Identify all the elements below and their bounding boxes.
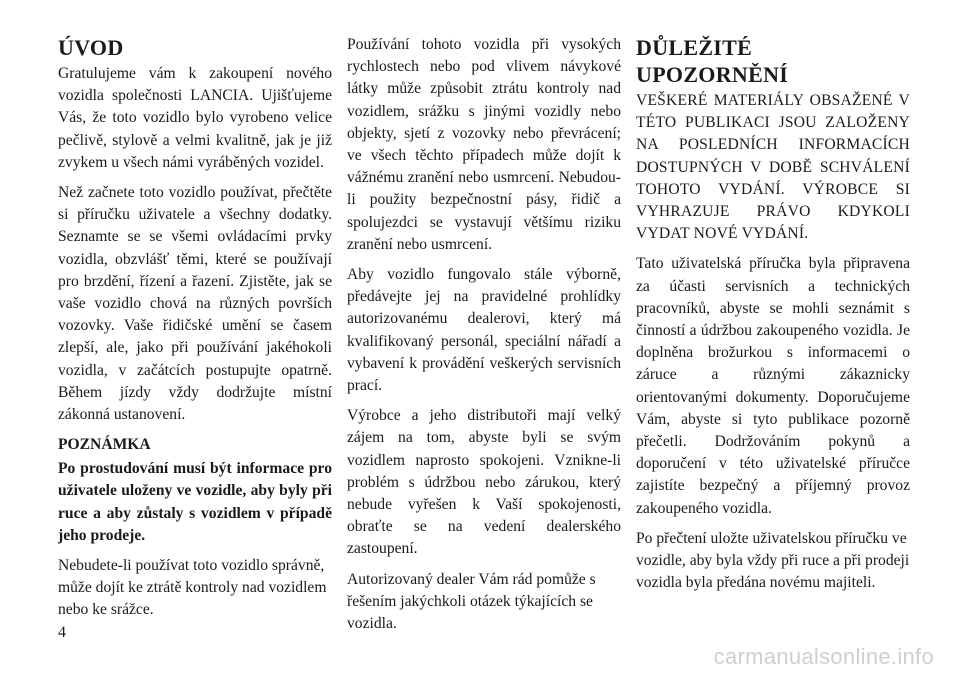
- paragraph: Používání tohoto vozidla při vysokých rychlostech nebo pod vlivem návykové látky může způsobit ztrátu kontroly nad vozidlem, srážku s jinými vozidly nebo objekty, sjetí z vozovky nebo převrácení; ve všech těchto případech může dojít k vážnému zranění nebo usmrcení. Nebudou-li použity bezpečnostní pásy, řidič a spolujezdci se vystavují většímu riziku zranění nebo usmrcení.: [347, 36, 621, 253]
- paragraph: Aby vozidlo fungovalo stále výborně, předávejte jej na pravidelné prohlídky autorizovanému dealerovi, který má kvalifikovaný personál, speciální nářadí a vybavení k provádění veškerých servisních prací.: [347, 266, 621, 395]
- section-heading-important: [636, 34, 910, 88]
- heading-line: UPOZORNĚNÍ: [636, 62, 789, 87]
- paragraph: Po přečtení uložte uživatelskou příručku ve vozidle, aby byla vždy při ruce a při prodeji vozidla byla předána novému majiteli.: [636, 529, 910, 592]
- note-heading: POZNÁMKA: [58, 436, 151, 454]
- column-middle: [347, 34, 621, 643]
- paragraph: Tato uživatelská příručka byla připravena za účasti servisních a technických pracovníků, abyste se mohli seznámit s činností a údržbou zakoupeného vozidla. Je doplněna brožurkou s informacemi o záruce a různými zákaznicky orientovanými dokumenty. Doporučujeme Vám, abyste si tyto publikace pozorně přečetli. Dodržováním pokynů a doporučení v této uživatelské příručce zajistíte bezpečný a příjemný provoz zakoupeného vozidla.: [636, 255, 910, 517]
- caps-notice: VEŠKERÉ MATERIÁLY OBSAŽENÉ V TÉTO PUBLIKACI JSOU ZALOŽENY NA POSLEDNÍCH INFORMACÍCH DOSTUPNÝCH V DOBĚ SCHVÁLENÍ TOHOTO VYDÁNÍ. VÝROBCE SI VYHRAZUJE PRÁVO KDYKOLI VYDAT NOVÉ VYDÁNÍ.: [636, 92, 910, 243]
- column-important: [636, 34, 910, 602]
- section-heading-uvod: ÚVOD: [58, 35, 124, 60]
- paragraph: Autorizovaný dealer Vám rád pomůže s řešením jakýchkoli otázek týkajících se vozidla.: [347, 570, 596, 633]
- paragraph: Nebudete-li používat toto vozidlo správně, může dojít ke ztrátě kontroly nad vozidlem nebo ke srážce.: [58, 557, 327, 619]
- paragraph: Výrobce a jeho distributoři mají velký zájem na tom, abyste byli se svým vozidlem naprosto spokojeni. Vznikne-li problém s údržbou nebo zárukou, který nebude vyřešen k Vaší spokojenosti, obraťte se na vedení dealerského zastoupení.: [347, 407, 621, 558]
- paragraph: Gratulujeme vám k zakoupení nového vozidla společnosti LANCIA. Ujišťujeme Vás, že toto vozidlo bylo vyrobeno velice pečlivě, stylově a velmi kvalitně, jak je již zvykem u všech námi vyráběných vozidel.: [58, 65, 332, 171]
- heading-line: DŮLEŽITÉ: [636, 35, 753, 60]
- page-number: 4: [58, 624, 66, 641]
- watermark: carmanualsonline.info: [713, 644, 934, 669]
- column-intro: [58, 34, 332, 630]
- paragraph: Než začnete toto vozidlo používat, přečtěte si příručku uživatele a všechny dodatky. Seznamte se se všemi ovládacími prvky vozidla, obzvlášť těmi, které se používají pro brzdění, řízení a řazení. Zjistěte, jak se vaše vozidlo chová na různých površích vozovky. Vaše řidičské umění se časem zlepší, ale, jako při používání jakéhokoli vozidla, v začátcích postupujte opatrně. Během jízdy vždy dodržujte místní zákonná ustanovení.: [58, 184, 332, 424]
- note-text: Po prostudování musí být informace pro uživatele uloženy ve vozidle, aby byly při ruce a aby zůstaly s vozidlem v případě jeho prodeje.: [58, 460, 332, 544]
